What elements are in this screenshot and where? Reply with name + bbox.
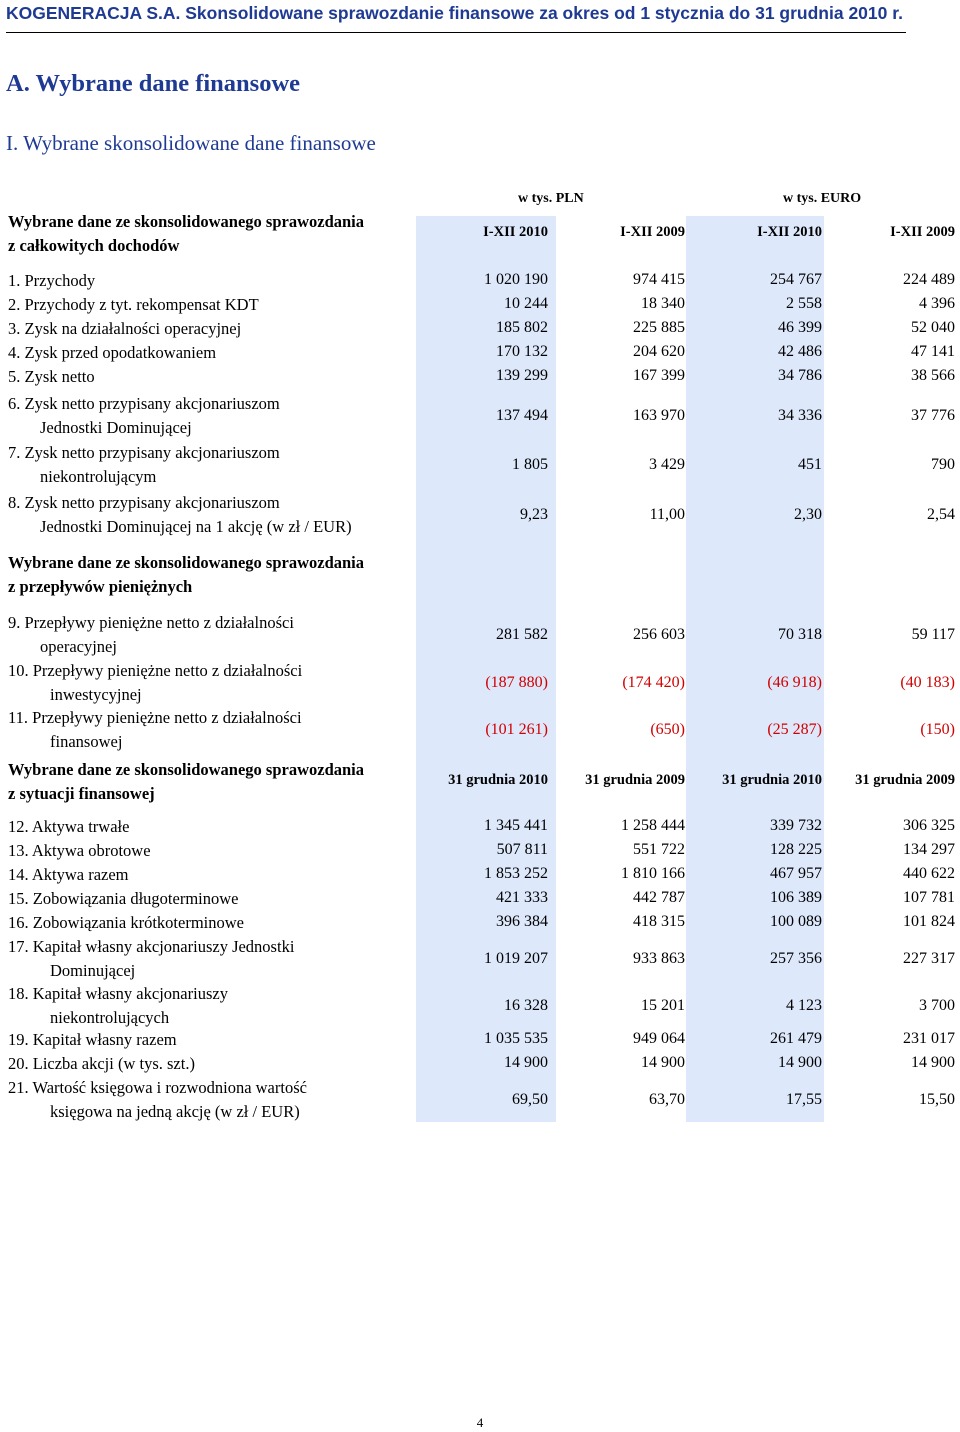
cell-value: 3 700 bbox=[919, 997, 955, 1014]
cell-value: 34 336 bbox=[778, 407, 822, 424]
column-header: I-XII 2009 bbox=[890, 224, 955, 240]
cell-value: (150) bbox=[920, 721, 955, 738]
cell-value: 185 802 bbox=[496, 319, 548, 336]
cell-value: 551 722 bbox=[633, 841, 685, 858]
section-i-heading: I. Wybrane skonsolidowane dane finansowe bbox=[6, 131, 376, 155]
cell-value: 10 244 bbox=[504, 295, 548, 312]
row-label: Jednostki Dominującej na 1 akcję (w zł / EUR) bbox=[40, 517, 352, 536]
cell-value: 14 900 bbox=[641, 1054, 685, 1071]
cell-value: 1 035 535 bbox=[484, 1030, 548, 1047]
cell-value: 128 225 bbox=[770, 841, 822, 858]
cell-value: 63,70 bbox=[649, 1091, 685, 1108]
column-header: 31 grudnia 2009 bbox=[585, 772, 685, 788]
cell-value: 137 494 bbox=[496, 407, 548, 424]
cell-value: 256 603 bbox=[633, 626, 685, 643]
row-label: operacyjnej bbox=[40, 637, 117, 656]
column-header: I-XII 2010 bbox=[483, 224, 548, 240]
row-label: niekontrolujących bbox=[50, 1008, 170, 1027]
cell-value: 1 853 252 bbox=[484, 865, 548, 882]
row-label: 6. Zysk netto przypisany akcjonariuszom bbox=[8, 394, 280, 413]
page-number: 4 bbox=[476, 1415, 484, 1430]
cell-value: 257 356 bbox=[770, 950, 822, 967]
cell-value: 281 582 bbox=[496, 626, 548, 643]
row-label: 19. Kapitał własny razem bbox=[8, 1030, 177, 1049]
cell-value: 227 317 bbox=[903, 950, 955, 967]
row-label: Dominującej bbox=[50, 961, 136, 980]
cell-value: 224 489 bbox=[903, 271, 955, 288]
row-label: 21. Wartość księgowa i rozwodniona wartość bbox=[8, 1078, 307, 1097]
cell-value: 1 805 bbox=[512, 456, 548, 473]
cell-value: 1 810 166 bbox=[621, 865, 685, 882]
row-label: 9. Przepływy pieniężne netto z działalności bbox=[8, 613, 294, 632]
cell-value: 507 811 bbox=[496, 841, 548, 858]
block-title-line: z sytuacji finansowej bbox=[8, 784, 155, 803]
cell-value: 101 824 bbox=[903, 913, 955, 930]
block-title-line: z przepływów pieniężnych bbox=[8, 577, 193, 596]
row-label: 14. Aktywa razem bbox=[8, 865, 129, 884]
row-label: finansowej bbox=[50, 732, 123, 751]
cell-value: 134 297 bbox=[903, 841, 955, 858]
cell-value: (25 287) bbox=[767, 721, 822, 738]
cell-value: 37 776 bbox=[911, 407, 955, 424]
cell-value: 254 767 bbox=[770, 271, 822, 288]
column-header: 31 grudnia 2010 bbox=[448, 772, 548, 788]
cell-value: 38 566 bbox=[911, 367, 955, 384]
column-header: I-XII 2010 bbox=[757, 224, 822, 240]
cell-value: 933 863 bbox=[633, 950, 685, 967]
row-label: 1. Przychody bbox=[8, 271, 96, 290]
cell-value: 2 558 bbox=[786, 295, 822, 312]
cell-value: (46 918) bbox=[767, 674, 822, 691]
cell-value: 69,50 bbox=[512, 1091, 548, 1108]
block-title-line: z całkowitych dochodów bbox=[8, 236, 180, 255]
cell-value: 339 732 bbox=[770, 817, 822, 834]
cell-value: 167 399 bbox=[633, 367, 685, 384]
column-header: I-XII 2009 bbox=[620, 224, 685, 240]
row-label: 7. Zysk netto przypisany akcjonariuszom bbox=[8, 443, 280, 462]
cell-value: 52 040 bbox=[911, 319, 955, 336]
cell-value: 46 399 bbox=[778, 319, 822, 336]
cell-value: (174 420) bbox=[622, 674, 685, 691]
row-label: księgowa na jedną akcję (w zł / EUR) bbox=[50, 1102, 300, 1121]
row-label: 16. Zobowiązania krótkoterminowe bbox=[8, 913, 244, 932]
cell-value: 59 117 bbox=[911, 626, 955, 643]
cell-value: 1 345 441 bbox=[484, 817, 548, 834]
cell-value: 11,00 bbox=[649, 506, 685, 523]
cell-value: (101 261) bbox=[485, 721, 548, 738]
row-label: Jednostki Dominującej bbox=[40, 418, 192, 437]
cell-value: 47 141 bbox=[911, 343, 955, 360]
cell-value: 421 333 bbox=[496, 889, 548, 906]
block-title-line: Wybrane dane ze skonsolidowanego sprawozdania bbox=[8, 760, 365, 779]
row-label: niekontrolującym bbox=[40, 467, 157, 486]
block-title-line: Wybrane dane ze skonsolidowanego sprawozdania bbox=[8, 553, 365, 572]
cell-value: 16 328 bbox=[504, 997, 548, 1014]
cell-value: 306 325 bbox=[903, 817, 955, 834]
cell-value: 442 787 bbox=[633, 889, 685, 906]
cell-value: 17,55 bbox=[786, 1091, 822, 1108]
row-label: 15. Zobowiązania długoterminowe bbox=[8, 889, 239, 908]
cell-value: 974 415 bbox=[633, 271, 685, 288]
cell-value: 14 900 bbox=[778, 1054, 822, 1071]
row-label: 11. Przepływy pieniężne netto z działalności bbox=[8, 708, 302, 727]
cell-value: 1 020 190 bbox=[484, 271, 548, 288]
cell-value: 2,54 bbox=[927, 506, 955, 523]
row-label: 10. Przepływy pieniężne netto z działalności bbox=[8, 661, 303, 680]
column-header: 31 grudnia 2010 bbox=[722, 772, 822, 788]
cell-value: 204 620 bbox=[633, 343, 685, 360]
cell-value: (187 880) bbox=[485, 674, 548, 691]
cell-value: 440 622 bbox=[903, 865, 955, 882]
eur-unit-label: w tys. EURO bbox=[783, 191, 862, 206]
block-title-line: Wybrane dane ze skonsolidowanego sprawozdania bbox=[8, 212, 365, 231]
cell-value: 396 384 bbox=[496, 913, 548, 930]
cell-value: 451 bbox=[798, 456, 822, 473]
cell-value: 107 781 bbox=[903, 889, 955, 906]
pln-unit-label: w tys. PLN bbox=[518, 191, 584, 206]
cell-value: 106 389 bbox=[770, 889, 822, 906]
cell-value: 14 900 bbox=[504, 1054, 548, 1071]
row-label: 13. Aktywa obrotowe bbox=[8, 841, 151, 860]
row-label: 4. Zysk przed opodatkowaniem bbox=[8, 343, 217, 362]
cell-value: 70 318 bbox=[778, 626, 822, 643]
cell-value: 3 429 bbox=[649, 456, 685, 473]
cell-value: 1 258 444 bbox=[621, 817, 685, 834]
row-label: 2. Przychody z tyt. rekompensat KDT bbox=[8, 295, 259, 314]
row-label: 8. Zysk netto przypisany akcjonariuszom bbox=[8, 493, 280, 512]
cell-value: 949 064 bbox=[633, 1030, 685, 1047]
cell-value: 261 479 bbox=[770, 1030, 822, 1047]
cell-value: 225 885 bbox=[633, 319, 685, 336]
row-label: 17. Kapitał własny akcjonariuszy Jednostki bbox=[8, 937, 295, 956]
cell-value: 15,50 bbox=[919, 1091, 955, 1108]
cell-value: 418 315 bbox=[633, 913, 685, 930]
section-a-heading: A. Wybrane dane finansowe bbox=[6, 70, 301, 97]
cell-value: 1 019 207 bbox=[484, 950, 548, 967]
cell-value: 34 786 bbox=[778, 367, 822, 384]
row-label: 12. Aktywa trwałe bbox=[8, 817, 130, 836]
cell-value: 139 299 bbox=[496, 367, 548, 384]
column-header: 31 grudnia 2009 bbox=[855, 772, 955, 788]
cell-value: 9,23 bbox=[520, 506, 548, 523]
cell-value: 18 340 bbox=[641, 295, 685, 312]
cell-value: 170 132 bbox=[496, 343, 548, 360]
cell-value: (40 183) bbox=[900, 674, 955, 691]
cell-value: 790 bbox=[931, 456, 955, 473]
cell-value: 42 486 bbox=[778, 343, 822, 360]
document-header: KOGENERACJA S.A. Skonsolidowane sprawozdanie finansowe za okres od 1 stycznia do 31 grudnia 2010 r. bbox=[6, 2, 906, 33]
row-label: 18. Kapitał własny akcjonariuszy bbox=[8, 984, 228, 1003]
cell-value: 4 123 bbox=[786, 997, 822, 1014]
row-label: 3. Zysk na działalności operacyjnej bbox=[8, 319, 242, 338]
cell-value: (650) bbox=[650, 721, 685, 738]
row-label: 5. Zysk netto bbox=[8, 367, 95, 386]
cell-value: 163 970 bbox=[633, 407, 685, 424]
row-label: inwestycyjnej bbox=[50, 685, 142, 704]
row-label: 20. Liczba akcji (w tys. szt.) bbox=[8, 1054, 195, 1073]
cell-value: 2,30 bbox=[794, 506, 822, 523]
cell-value: 467 957 bbox=[770, 865, 822, 882]
cell-value: 15 201 bbox=[641, 997, 685, 1014]
cell-value: 100 089 bbox=[770, 913, 822, 930]
cell-value: 4 396 bbox=[919, 295, 955, 312]
cell-value: 14 900 bbox=[911, 1054, 955, 1071]
cell-value: 231 017 bbox=[903, 1030, 955, 1047]
